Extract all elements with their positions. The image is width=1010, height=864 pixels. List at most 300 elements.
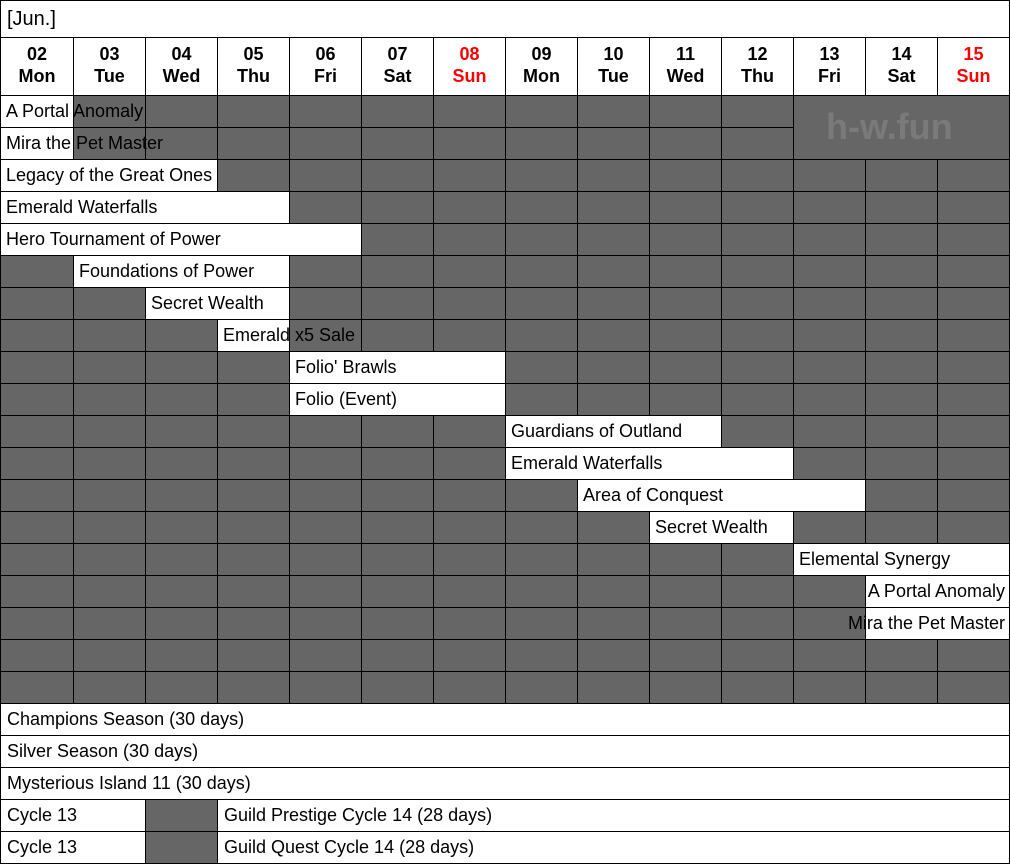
grid-cell	[649, 351, 722, 384]
event-bar[interactable]	[793, 543, 1010, 576]
grid-cell	[217, 639, 290, 672]
grid-cell	[217, 95, 290, 128]
grid-cell	[0, 287, 74, 320]
day-number: 05	[243, 44, 264, 64]
grid-cell	[433, 607, 506, 640]
grid-cell	[361, 639, 434, 672]
grid-cell	[865, 415, 938, 448]
season-row: Silver Season (30 days)	[0, 735, 1010, 768]
grid-cell	[145, 351, 218, 384]
grid-cell	[0, 671, 74, 704]
grid-cell	[937, 415, 1010, 448]
grid-cell	[433, 511, 506, 544]
grid-cell	[145, 575, 218, 608]
day-header-06	[289, 37, 362, 96]
day-header-08	[433, 37, 506, 96]
grid-cell	[577, 159, 650, 192]
grid-cell	[361, 543, 434, 576]
event-bar[interactable]	[505, 447, 794, 480]
grid-cell	[73, 127, 146, 160]
grid-cell	[433, 671, 506, 704]
watermark-text: h-w.fun	[826, 106, 953, 147]
grid-cell	[145, 95, 218, 128]
day-weekday: Sat	[383, 66, 412, 86]
grid-cell	[577, 95, 650, 128]
grid-cell	[505, 223, 578, 256]
grid-cell	[577, 639, 650, 672]
grid-cell	[433, 191, 506, 224]
grid-cell	[361, 319, 434, 352]
grid-cell	[865, 319, 938, 352]
grid-cell	[721, 671, 794, 704]
grid-cell	[793, 511, 866, 544]
grid-cell	[577, 127, 650, 160]
grid-cell	[577, 383, 650, 416]
grid-cell	[505, 671, 578, 704]
grid-cell	[0, 479, 74, 512]
grid-cell	[577, 511, 650, 544]
day-number: 11	[675, 44, 696, 64]
day-number: 15	[963, 44, 984, 64]
grid-cell	[0, 383, 74, 416]
day-header-11	[649, 37, 722, 96]
grid-cell	[0, 351, 74, 384]
grid-cell	[649, 287, 722, 320]
event-bar[interactable]	[0, 223, 362, 256]
event-bar[interactable]	[289, 351, 506, 384]
grid-cell	[865, 639, 938, 672]
grid-cell	[721, 575, 794, 608]
day-header-04	[145, 37, 218, 96]
grid-cell	[505, 575, 578, 608]
grid-cell	[865, 255, 938, 288]
month-label: [Jun.]	[0, 0, 1010, 38]
event-label: Area of Conquest	[583, 485, 724, 505]
grid-cell	[505, 479, 578, 512]
grid-cell	[145, 607, 218, 640]
day-weekday: Mon	[18, 66, 56, 86]
grid-cell	[577, 223, 650, 256]
grid-cell	[649, 543, 722, 576]
grid-cell	[145, 671, 218, 704]
event-label: Secret Wealth	[151, 293, 264, 313]
grid-cell	[721, 543, 794, 576]
grid-cell	[937, 447, 1010, 480]
grid-cell	[793, 575, 866, 608]
grid-cell	[73, 479, 146, 512]
grid-cell	[217, 543, 290, 576]
day-weekday: Wed	[666, 66, 705, 86]
grid-cell	[73, 95, 146, 128]
event-bar[interactable]	[865, 575, 1010, 608]
grid-cell	[721, 191, 794, 224]
grid-cell	[721, 287, 794, 320]
grid-cell	[145, 415, 218, 448]
event-bar[interactable]	[73, 255, 290, 288]
grid-cell	[433, 447, 506, 480]
grid-cell	[73, 287, 146, 320]
grid-cell	[289, 607, 362, 640]
day-weekday: Fri	[817, 66, 841, 86]
day-weekday: Sun	[956, 66, 991, 86]
grid-cell	[793, 319, 866, 352]
grid-cell	[217, 479, 290, 512]
grid-cell	[505, 287, 578, 320]
grid-cell	[433, 575, 506, 608]
grid-cell	[505, 255, 578, 288]
grid-cell	[433, 255, 506, 288]
grid-cell	[649, 671, 722, 704]
grid-cell	[145, 319, 218, 352]
day-header-12	[721, 37, 794, 96]
grid-cell	[433, 223, 506, 256]
event-label: Folio' Brawls	[295, 357, 397, 377]
event-bar[interactable]	[577, 479, 866, 512]
grid-cell	[145, 639, 218, 672]
grid-cell	[217, 383, 290, 416]
event-label: A Portal Anomaly	[867, 581, 1005, 601]
grid-cell	[289, 415, 362, 448]
event-label: Guardians of Outland	[511, 421, 683, 441]
grid-cell	[361, 671, 434, 704]
grid-cell	[289, 447, 362, 480]
day-number: 10	[603, 44, 624, 64]
event-bar[interactable]	[145, 287, 290, 320]
grid-cell	[505, 511, 578, 544]
grid-cell	[73, 415, 146, 448]
grid-cell	[721, 223, 794, 256]
grid-cell	[721, 639, 794, 672]
event-bar[interactable]	[0, 159, 218, 192]
grid-cell	[505, 159, 578, 192]
grid-cell	[577, 287, 650, 320]
grid-cell	[577, 671, 650, 704]
event-bar[interactable]	[865, 607, 1010, 640]
grid-cell	[577, 543, 650, 576]
event-label: Elemental Synergy	[799, 549, 951, 569]
grid-cell	[0, 447, 74, 480]
day-number: 07	[387, 44, 408, 64]
cycle-gap	[145, 799, 218, 832]
grid-cell	[937, 671, 1010, 704]
grid-cell	[0, 543, 74, 576]
day-weekday: Wed	[162, 66, 201, 86]
day-weekday: Tue	[94, 66, 125, 86]
grid-cell	[73, 671, 146, 704]
grid-cell	[361, 95, 434, 128]
grid-cell	[0, 639, 74, 672]
grid-cell	[505, 639, 578, 672]
grid-cell	[73, 319, 146, 352]
event-label: Mira the Pet Master	[6, 133, 164, 153]
grid-cell	[865, 159, 938, 192]
grid-cell	[433, 415, 506, 448]
grid-cell	[0, 607, 74, 640]
grid-cell	[649, 575, 722, 608]
event-bar[interactable]	[649, 511, 794, 544]
grid-cell	[361, 607, 434, 640]
grid-cell	[361, 191, 434, 224]
cycle-next: Guild Quest Cycle 14 (28 days)	[217, 831, 1010, 864]
grid-cell	[865, 191, 938, 224]
day-number: 04	[171, 44, 192, 64]
grid-cell	[937, 479, 1010, 512]
grid-cell	[721, 319, 794, 352]
day-weekday: Thu	[741, 66, 774, 86]
grid-cell	[649, 127, 722, 160]
grid-cell	[937, 351, 1010, 384]
grid-cell	[433, 639, 506, 672]
grid-cell	[73, 543, 146, 576]
grid-cell	[721, 351, 794, 384]
day-number: 14	[891, 44, 912, 64]
event-label: Folio (Event)	[295, 389, 398, 409]
grid-cell	[865, 479, 938, 512]
grid-cell	[649, 607, 722, 640]
day-weekday: Mon	[523, 66, 560, 86]
grid-cell	[649, 159, 722, 192]
grid-cell	[217, 607, 290, 640]
grid-cell	[217, 159, 290, 192]
grid-cell	[145, 127, 218, 160]
grid-cell	[721, 383, 794, 416]
grid-cell	[361, 575, 434, 608]
grid-cell	[433, 127, 506, 160]
grid-cell	[865, 671, 938, 704]
grid-cell	[433, 95, 506, 128]
cycle-current: Cycle 13	[0, 831, 146, 864]
grid-cell	[649, 95, 722, 128]
grid-cell	[793, 255, 866, 288]
grid-cell	[937, 319, 1010, 352]
day-number: 03	[99, 44, 120, 64]
grid-cell	[649, 191, 722, 224]
event-bar[interactable]	[0, 191, 290, 224]
grid-cell	[793, 639, 866, 672]
grid-cell	[865, 351, 938, 384]
grid-cell	[289, 255, 362, 288]
grid-cell	[0, 575, 74, 608]
grid-cell	[937, 191, 1010, 224]
grid-cell	[505, 543, 578, 576]
grid-cell	[721, 415, 794, 448]
grid-cell	[505, 95, 578, 128]
grid-cell	[433, 479, 506, 512]
grid-cell	[0, 319, 74, 352]
grid-cell	[505, 127, 578, 160]
event-label: Emerald Waterfalls	[511, 453, 663, 473]
cycle-gap	[145, 831, 218, 864]
grid-cell	[289, 319, 362, 352]
day-header-02	[0, 37, 74, 96]
grid-cell	[217, 351, 290, 384]
grid-cell	[721, 127, 794, 160]
grid-cell	[937, 383, 1010, 416]
grid-cell	[793, 351, 866, 384]
grid-cell	[145, 479, 218, 512]
cycle-current: Cycle 13	[0, 799, 146, 832]
grid-cell	[73, 351, 146, 384]
day-number: 09	[531, 44, 552, 64]
grid-cell	[145, 511, 218, 544]
grid-cell	[433, 319, 506, 352]
grid-cell	[0, 511, 74, 544]
event-label: Mira the Pet Master	[847, 613, 1005, 633]
grid-cell	[361, 415, 434, 448]
grid-cell	[0, 415, 74, 448]
grid-cell	[433, 287, 506, 320]
grid-cell	[217, 415, 290, 448]
grid-cell	[433, 159, 506, 192]
grid-cell	[361, 511, 434, 544]
grid-cell	[793, 287, 866, 320]
grid-cell	[217, 671, 290, 704]
grid-cell	[289, 191, 362, 224]
grid-cell	[649, 255, 722, 288]
grid-cell	[289, 479, 362, 512]
grid-cell	[217, 575, 290, 608]
grid-cell	[361, 287, 434, 320]
grid-cell	[145, 543, 218, 576]
event-label: Legacy of the Great Ones	[6, 165, 213, 185]
grid-cell	[793, 447, 866, 480]
grid-cell	[361, 255, 434, 288]
grid-cell	[289, 511, 362, 544]
grid-cell	[721, 255, 794, 288]
grid-cell	[793, 159, 866, 192]
grid-cell	[505, 319, 578, 352]
grid-cell	[793, 607, 866, 640]
grid-cell	[577, 319, 650, 352]
grid-cell	[505, 383, 578, 416]
day-header-07	[361, 37, 434, 96]
event-label: Hero Tournament of Power	[6, 229, 221, 249]
grid-cell	[505, 351, 578, 384]
day-weekday: Tue	[598, 66, 629, 86]
day-number: 06	[315, 44, 336, 64]
grid-cell	[937, 223, 1010, 256]
grid-cell	[793, 415, 866, 448]
day-number: 08	[459, 44, 480, 64]
grid-cell	[865, 511, 938, 544]
grid-cell	[793, 223, 866, 256]
grid-cell	[73, 607, 146, 640]
grid-cell	[73, 383, 146, 416]
grid-cell	[865, 383, 938, 416]
event-label: Emerald Waterfalls	[6, 197, 158, 217]
grid-cell	[865, 223, 938, 256]
grid-cell	[73, 575, 146, 608]
grid-cell	[289, 671, 362, 704]
grid-cell	[289, 639, 362, 672]
grid-cell	[361, 127, 434, 160]
grid-cell	[505, 607, 578, 640]
cycle-next: Guild Prestige Cycle 14 (28 days)	[217, 799, 1010, 832]
grid-cell	[649, 319, 722, 352]
grid-cell	[217, 511, 290, 544]
grid-cell	[361, 223, 434, 256]
day-weekday: Sat	[887, 66, 916, 86]
grid-cell	[145, 447, 218, 480]
grid-cell	[361, 447, 434, 480]
day-number: 12	[747, 44, 768, 64]
day-header-15	[937, 37, 1010, 96]
grid-cell	[289, 159, 362, 192]
grid-cell	[577, 255, 650, 288]
event-label: Emerald x5 Sale	[223, 325, 356, 345]
grid-cell	[937, 511, 1010, 544]
day-number: 02	[26, 44, 48, 64]
day-header-05	[217, 37, 290, 96]
grid-cell	[649, 383, 722, 416]
day-header-09	[505, 37, 578, 96]
day-header-13	[793, 37, 866, 96]
day-number: 13	[819, 44, 840, 64]
grid-cell	[145, 383, 218, 416]
grid-cell	[793, 383, 866, 416]
grid-cell	[505, 191, 578, 224]
grid-cell	[937, 639, 1010, 672]
grid-cell	[865, 287, 938, 320]
day-header-14	[865, 37, 938, 96]
grid-cell	[289, 95, 362, 128]
grid-cell	[721, 159, 794, 192]
grid-cell	[649, 223, 722, 256]
day-weekday: Sun	[452, 66, 487, 86]
grid-cell	[73, 447, 146, 480]
grid-cell	[721, 607, 794, 640]
day-weekday: Thu	[237, 66, 270, 86]
grid-cell	[289, 127, 362, 160]
grid-cell	[649, 639, 722, 672]
grid-cell	[361, 479, 434, 512]
grid-cell	[937, 255, 1010, 288]
grid-cell	[289, 287, 362, 320]
grid-cell	[217, 447, 290, 480]
grid-cell	[937, 159, 1010, 192]
event-label: A Portal Anomaly	[6, 101, 144, 121]
grid-cell	[865, 447, 938, 480]
grid-cell	[793, 191, 866, 224]
season-row: Champions Season (30 days)	[0, 703, 1010, 736]
grid-cell	[577, 191, 650, 224]
grid-cell	[433, 543, 506, 576]
event-label: Secret Wealth	[655, 517, 768, 537]
grid-cell	[721, 95, 794, 128]
grid-cell	[937, 287, 1010, 320]
grid-cell	[361, 159, 434, 192]
day-header-10	[577, 37, 650, 96]
event-bar[interactable]	[217, 319, 290, 352]
event-bar[interactable]	[289, 383, 506, 416]
grid-cell	[289, 575, 362, 608]
grid-cell	[73, 639, 146, 672]
grid-cell	[577, 351, 650, 384]
event-label: Foundations of Power	[79, 261, 255, 281]
grid-cell	[217, 127, 290, 160]
grid-cell	[577, 575, 650, 608]
grid-cell	[73, 511, 146, 544]
grid-cell	[793, 671, 866, 704]
grid-cell	[289, 543, 362, 576]
event-bar[interactable]	[0, 127, 74, 160]
grid-cell	[577, 607, 650, 640]
event-bar[interactable]	[505, 415, 722, 448]
event-bar[interactable]	[0, 95, 74, 128]
season-row: Mysterious Island 11 (30 days)	[0, 767, 1010, 800]
grid-cell	[0, 255, 74, 288]
day-header-03	[73, 37, 146, 96]
